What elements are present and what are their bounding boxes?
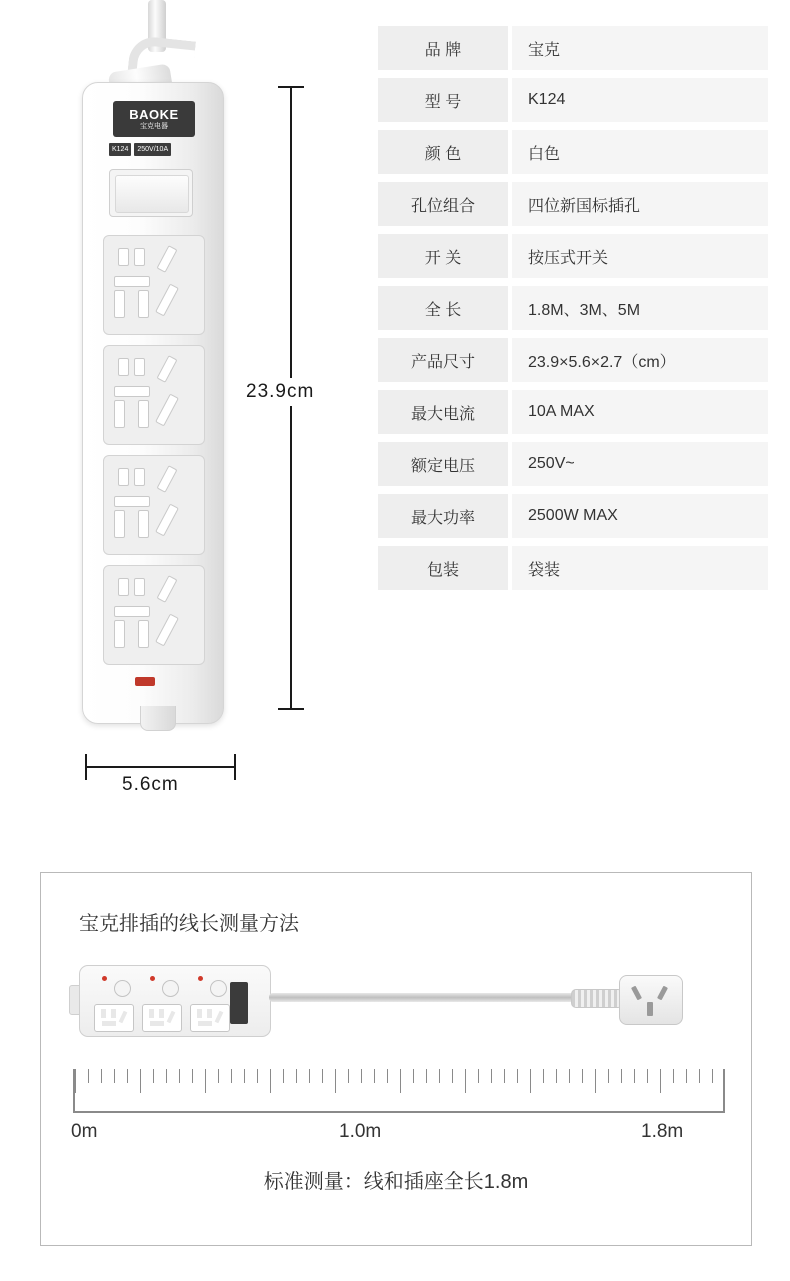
spec-key: 孔位组合: [378, 182, 508, 226]
width-dimension-line: [86, 766, 236, 768]
socket-slot: [114, 606, 150, 617]
specification-table: [378, 26, 768, 598]
mini-switch-button: [210, 980, 227, 997]
cord-ridges: [571, 989, 623, 1008]
socket-slot: [118, 578, 129, 596]
table-row: [378, 234, 768, 278]
socket-slot: [155, 284, 179, 317]
socket-slot: [114, 510, 125, 538]
socket-slot: [155, 504, 179, 537]
indicator-led-icon: [198, 976, 203, 981]
spec-key: 品 牌: [378, 26, 508, 70]
power-indicator-light: [135, 677, 155, 686]
indicator-led-icon: [150, 976, 155, 981]
table-row: [378, 338, 768, 382]
product-image: [0, 0, 370, 830]
mini-strip-label: [230, 982, 248, 1024]
spec-value: 白色: [512, 130, 768, 174]
height-dimension-label: 23.9cm: [244, 378, 316, 406]
socket-slot: [114, 386, 150, 397]
spec-key: 型 号: [378, 78, 508, 122]
measure-note: 标准测量：线和插座全长1.8m: [263, 1171, 529, 1193]
width-dimension-cap-right: [234, 754, 236, 780]
socket-slot: [156, 575, 177, 603]
mini-socket-outlet: [190, 1004, 230, 1032]
mini-switch-button: [114, 980, 131, 997]
spec-value: 10A MAX: [512, 390, 768, 434]
ruler-label-start: 0m: [71, 1121, 98, 1142]
socket-slot: [114, 496, 150, 507]
table-row: [378, 78, 768, 122]
spec-value: 23.9×5.6×2.7（cm）: [512, 338, 768, 382]
socket-slot: [134, 468, 145, 486]
socket-slot: [114, 400, 125, 428]
table-row: [378, 182, 768, 226]
spec-value: 宝克: [512, 26, 768, 70]
height-dimension-cap-bottom: [278, 708, 304, 710]
spec-key: 全 长: [378, 286, 508, 330]
strip-end-cap: [140, 706, 176, 731]
width-dimension-label: 5.6cm: [122, 774, 179, 795]
spec-value: 2500W MAX: [512, 494, 768, 538]
mini-power-strip: [79, 965, 271, 1037]
socket-outlet-4: [103, 565, 205, 665]
spec-value: 1.8M、3M、5M: [512, 286, 768, 330]
switch-rocker: [115, 175, 189, 213]
spec-key: 颜 色: [378, 130, 508, 174]
socket-slot: [155, 614, 179, 647]
cable-length-measure-panel: [40, 872, 752, 1246]
socket-slot: [114, 620, 125, 648]
socket-slot: [155, 394, 179, 427]
panel-title: 宝克排插的线长测量方法: [79, 913, 299, 935]
table-row: [378, 494, 768, 538]
model-tag: K124: [109, 143, 131, 156]
power-strip-body: [82, 82, 224, 724]
measuring-ruler: [73, 1069, 725, 1113]
ruler-label-end: 1.8m: [641, 1121, 684, 1142]
socket-slot: [118, 358, 129, 376]
spec-value: 250V~: [512, 442, 768, 486]
socket-outlet-3: [103, 455, 205, 555]
spec-key: 最大功率: [378, 494, 508, 538]
socket-slot: [138, 400, 149, 428]
socket-slot: [156, 465, 177, 493]
socket-slot: [134, 358, 145, 376]
table-row: [378, 390, 768, 434]
mini-power-cord: [269, 993, 619, 1002]
mini-switch-button: [162, 980, 179, 997]
spec-key: 最大电流: [378, 390, 508, 434]
socket-slot: [118, 248, 129, 266]
ruler-major-ticks: [75, 1069, 723, 1111]
spec-key: 开 关: [378, 234, 508, 278]
mini-wall-plug: [619, 975, 683, 1025]
spec-key: 包装: [378, 546, 508, 590]
socket-slot: [138, 510, 149, 538]
socket-slot: [118, 468, 129, 486]
power-switch: [109, 169, 193, 217]
indicator-led-icon: [102, 976, 107, 981]
socket-outlet-1: [103, 235, 205, 335]
table-row: [378, 130, 768, 174]
spec-value: 袋装: [512, 546, 768, 590]
brand-badge: [113, 101, 195, 137]
socket-slot: [134, 248, 145, 266]
socket-slot: [156, 245, 177, 273]
model-spec-tags: [109, 143, 203, 156]
table-row: [378, 546, 768, 590]
table-row: [378, 442, 768, 486]
socket-slot: [138, 620, 149, 648]
spec-value: 按压式开关: [512, 234, 768, 278]
socket-slot: [138, 290, 149, 318]
spec-key: 额定电压: [378, 442, 508, 486]
mini-socket-outlet: [142, 1004, 182, 1032]
spec-key: 产品尺寸: [378, 338, 508, 382]
socket-slot: [156, 355, 177, 383]
spec-value: K124: [512, 78, 768, 122]
brand-name: BAOKE: [129, 106, 179, 122]
socket-slot: [134, 578, 145, 596]
ruler-label-mid: 1.0m: [339, 1121, 382, 1142]
brand-sub-name: 宝克电器: [140, 122, 168, 130]
voltage-tag: 250V/10A: [134, 143, 171, 156]
socket-slot: [114, 290, 125, 318]
spec-value: 四位新国标插孔: [512, 182, 768, 226]
socket-outlet-2: [103, 345, 205, 445]
table-row: [378, 26, 768, 70]
table-row: [378, 286, 768, 330]
socket-slot: [114, 276, 150, 287]
mini-socket-outlet: [94, 1004, 134, 1032]
